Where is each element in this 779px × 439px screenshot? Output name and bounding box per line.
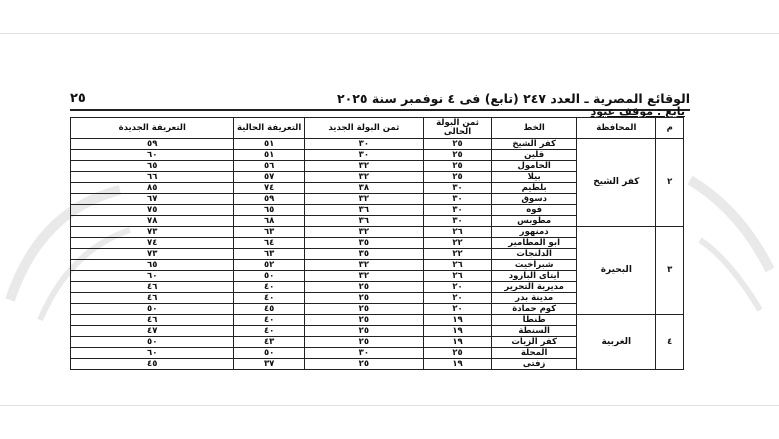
new-fare: ٣٦ bbox=[304, 205, 423, 216]
new-tariff: ٤٥ bbox=[71, 359, 234, 370]
current-fare: ١٩ bbox=[423, 337, 491, 348]
current-fare: ٢٥ bbox=[423, 172, 491, 183]
current-tariff: ٥٢ bbox=[234, 260, 304, 271]
line-name: كوم حمادة bbox=[492, 304, 577, 315]
new-tariff: ٥٠ bbox=[71, 337, 234, 348]
current-tariff: ٤٠ bbox=[234, 315, 304, 326]
publication-title: الوقائع المصرية ـ العدد ٢٤٧ (تابع) فى ٤ نوفمبر سنة ٢٠٢٥ bbox=[336, 91, 690, 106]
new-fare: ٣٠ bbox=[304, 150, 423, 161]
new-tariff: ٧٤ bbox=[71, 238, 234, 249]
new-fare: ٣٢ bbox=[304, 260, 423, 271]
new-fare: ٣٠ bbox=[304, 139, 423, 150]
current-tariff: ٥٩ bbox=[234, 194, 304, 205]
table-row bbox=[71, 139, 684, 150]
current-tariff: ٥٦ bbox=[234, 161, 304, 172]
table-row bbox=[71, 227, 684, 238]
current-fare: ٣٠ bbox=[423, 194, 491, 205]
current-fare: ٢٠ bbox=[423, 293, 491, 304]
new-tariff: ٧٨ bbox=[71, 216, 234, 227]
new-tariff: ٥٩ bbox=[71, 139, 234, 150]
current-fare: ٣٠ bbox=[423, 205, 491, 216]
new-fare: ٢٥ bbox=[304, 282, 423, 293]
current-fare: ٢٦ bbox=[423, 227, 491, 238]
new-tariff: ٦٧ bbox=[71, 194, 234, 205]
governorate-name: الغربية bbox=[577, 315, 656, 370]
new-fare: ٢٥ bbox=[304, 359, 423, 370]
new-fare: ٣٢ bbox=[304, 172, 423, 183]
governorate-name: البحيرة bbox=[577, 227, 656, 315]
current-tariff: ٤٥ bbox=[234, 304, 304, 315]
current-fare: ٢٢ bbox=[423, 238, 491, 249]
line-name: كفر الشيخ bbox=[492, 139, 577, 150]
line-name: شبراخيت bbox=[492, 260, 577, 271]
current-fare: ٢٥ bbox=[423, 139, 491, 150]
new-fare: ٢٥ bbox=[304, 337, 423, 348]
new-tariff: ٤٧ bbox=[71, 326, 234, 337]
group-number: ٤ bbox=[656, 315, 684, 370]
line-name: الدلنجات bbox=[492, 249, 577, 260]
new-tariff: ٧٣ bbox=[71, 227, 234, 238]
current-tariff: ٦٨ bbox=[234, 216, 304, 227]
new-tariff: ٤٦ bbox=[71, 282, 234, 293]
new-tariff: ٨٥ bbox=[71, 183, 234, 194]
line-name: مطوبس bbox=[492, 216, 577, 227]
line-name: كفر الزيات bbox=[492, 337, 577, 348]
table-header-row bbox=[71, 118, 684, 139]
line-name: بلطيم bbox=[492, 183, 577, 194]
line-name: مدينة بدر bbox=[492, 293, 577, 304]
current-fare: ٢٥ bbox=[423, 150, 491, 161]
group-number: ٣ bbox=[656, 227, 684, 315]
current-tariff: ٤٠ bbox=[234, 282, 304, 293]
section-subtitle: تابع : موقف عبود bbox=[590, 105, 685, 118]
current-fare: ٢٠ bbox=[423, 304, 491, 315]
current-tariff: ٥١ bbox=[234, 150, 304, 161]
current-fare: ٢٦ bbox=[423, 260, 491, 271]
col-header-current-tariff: التعريفة الحالية bbox=[234, 118, 304, 139]
line-name: فوه bbox=[492, 205, 577, 216]
col-header-governorate: المحافظة bbox=[577, 118, 656, 139]
page-number: ٢٥ bbox=[70, 91, 86, 106]
bottom-divider bbox=[0, 405, 779, 406]
new-fare: ٢٥ bbox=[304, 304, 423, 315]
current-fare: ٢٠ bbox=[423, 282, 491, 293]
col-header-current-fare: ثمن البولة الحالى bbox=[423, 118, 491, 139]
line-name: قلين bbox=[492, 150, 577, 161]
new-tariff: ٦٠ bbox=[71, 348, 234, 359]
new-tariff: ٤٦ bbox=[71, 293, 234, 304]
current-fare: ٢٥ bbox=[423, 161, 491, 172]
current-tariff: ٤٠ bbox=[234, 326, 304, 337]
line-name: الحامول bbox=[492, 161, 577, 172]
new-tariff: ٦٠ bbox=[71, 271, 234, 282]
table-body bbox=[71, 139, 684, 370]
new-fare: ٣٢ bbox=[304, 194, 423, 205]
current-tariff: ٣٧ bbox=[234, 359, 304, 370]
current-tariff: ٥٠ bbox=[234, 348, 304, 359]
line-name: مديرية التحرير bbox=[492, 282, 577, 293]
current-tariff: ٦٥ bbox=[234, 205, 304, 216]
governorate-name: كفر الشيخ bbox=[577, 139, 656, 227]
new-tariff: ٦٠ bbox=[71, 150, 234, 161]
top-divider bbox=[0, 33, 779, 34]
line-name: طنطا bbox=[492, 315, 577, 326]
table-row bbox=[71, 315, 684, 326]
new-fare: ٣٥ bbox=[304, 249, 423, 260]
current-fare: ٢٦ bbox=[423, 271, 491, 282]
current-fare: ٣٠ bbox=[423, 183, 491, 194]
new-fare: ٢٥ bbox=[304, 315, 423, 326]
current-tariff: ٤٠ bbox=[234, 293, 304, 304]
line-name: دسوق bbox=[492, 194, 577, 205]
current-tariff: ٧٤ bbox=[234, 183, 304, 194]
current-tariff: ٦٣ bbox=[234, 227, 304, 238]
line-name: ايتاى البارود bbox=[492, 271, 577, 282]
current-fare: ١٩ bbox=[423, 359, 491, 370]
current-tariff: ٤٣ bbox=[234, 337, 304, 348]
new-tariff: ٧٣ bbox=[71, 249, 234, 260]
col-header-num: م bbox=[656, 118, 684, 139]
current-fare: ١٩ bbox=[423, 326, 491, 337]
new-tariff: ٥٠ bbox=[71, 304, 234, 315]
line-name: بيلا bbox=[492, 172, 577, 183]
new-fare: ٣٢ bbox=[304, 227, 423, 238]
line-name: السنطة bbox=[492, 326, 577, 337]
line-name: ابو المطامير bbox=[492, 238, 577, 249]
new-fare: ٣٦ bbox=[304, 216, 423, 227]
col-header-new-fare: ثمن البولة الجديد bbox=[304, 118, 423, 139]
col-header-new-tariff: التعريفة الجديدة bbox=[71, 118, 234, 139]
current-tariff: ٥١ bbox=[234, 139, 304, 150]
line-name: زفتى bbox=[492, 359, 577, 370]
new-fare: ٣٢ bbox=[304, 271, 423, 282]
current-fare: ٣٠ bbox=[423, 216, 491, 227]
new-tariff: ٦٥ bbox=[71, 260, 234, 271]
current-tariff: ٥٧ bbox=[234, 172, 304, 183]
line-name: المحلة bbox=[492, 348, 577, 359]
new-tariff: ٦٦ bbox=[71, 172, 234, 183]
group-number: ٢ bbox=[656, 139, 684, 227]
fare-table bbox=[70, 117, 684, 370]
new-tariff: ٦٥ bbox=[71, 161, 234, 172]
new-fare: ٣٥ bbox=[304, 238, 423, 249]
current-fare: ٢٥ bbox=[423, 348, 491, 359]
new-fare: ٣٢ bbox=[304, 161, 423, 172]
new-fare: ٢٥ bbox=[304, 326, 423, 337]
new-tariff: ٤٦ bbox=[71, 315, 234, 326]
line-name: دمنهور bbox=[492, 227, 577, 238]
new-tariff: ٧٥ bbox=[71, 205, 234, 216]
current-tariff: ٦٤ bbox=[234, 238, 304, 249]
current-tariff: ٦٣ bbox=[234, 249, 304, 260]
current-fare: ٢٢ bbox=[423, 249, 491, 260]
new-fare: ٢٥ bbox=[304, 293, 423, 304]
new-fare: ٣٨ bbox=[304, 183, 423, 194]
current-fare: ١٩ bbox=[423, 315, 491, 326]
new-fare: ٣٠ bbox=[304, 348, 423, 359]
col-header-line: الخط bbox=[492, 118, 577, 139]
current-tariff: ٥٠ bbox=[234, 271, 304, 282]
